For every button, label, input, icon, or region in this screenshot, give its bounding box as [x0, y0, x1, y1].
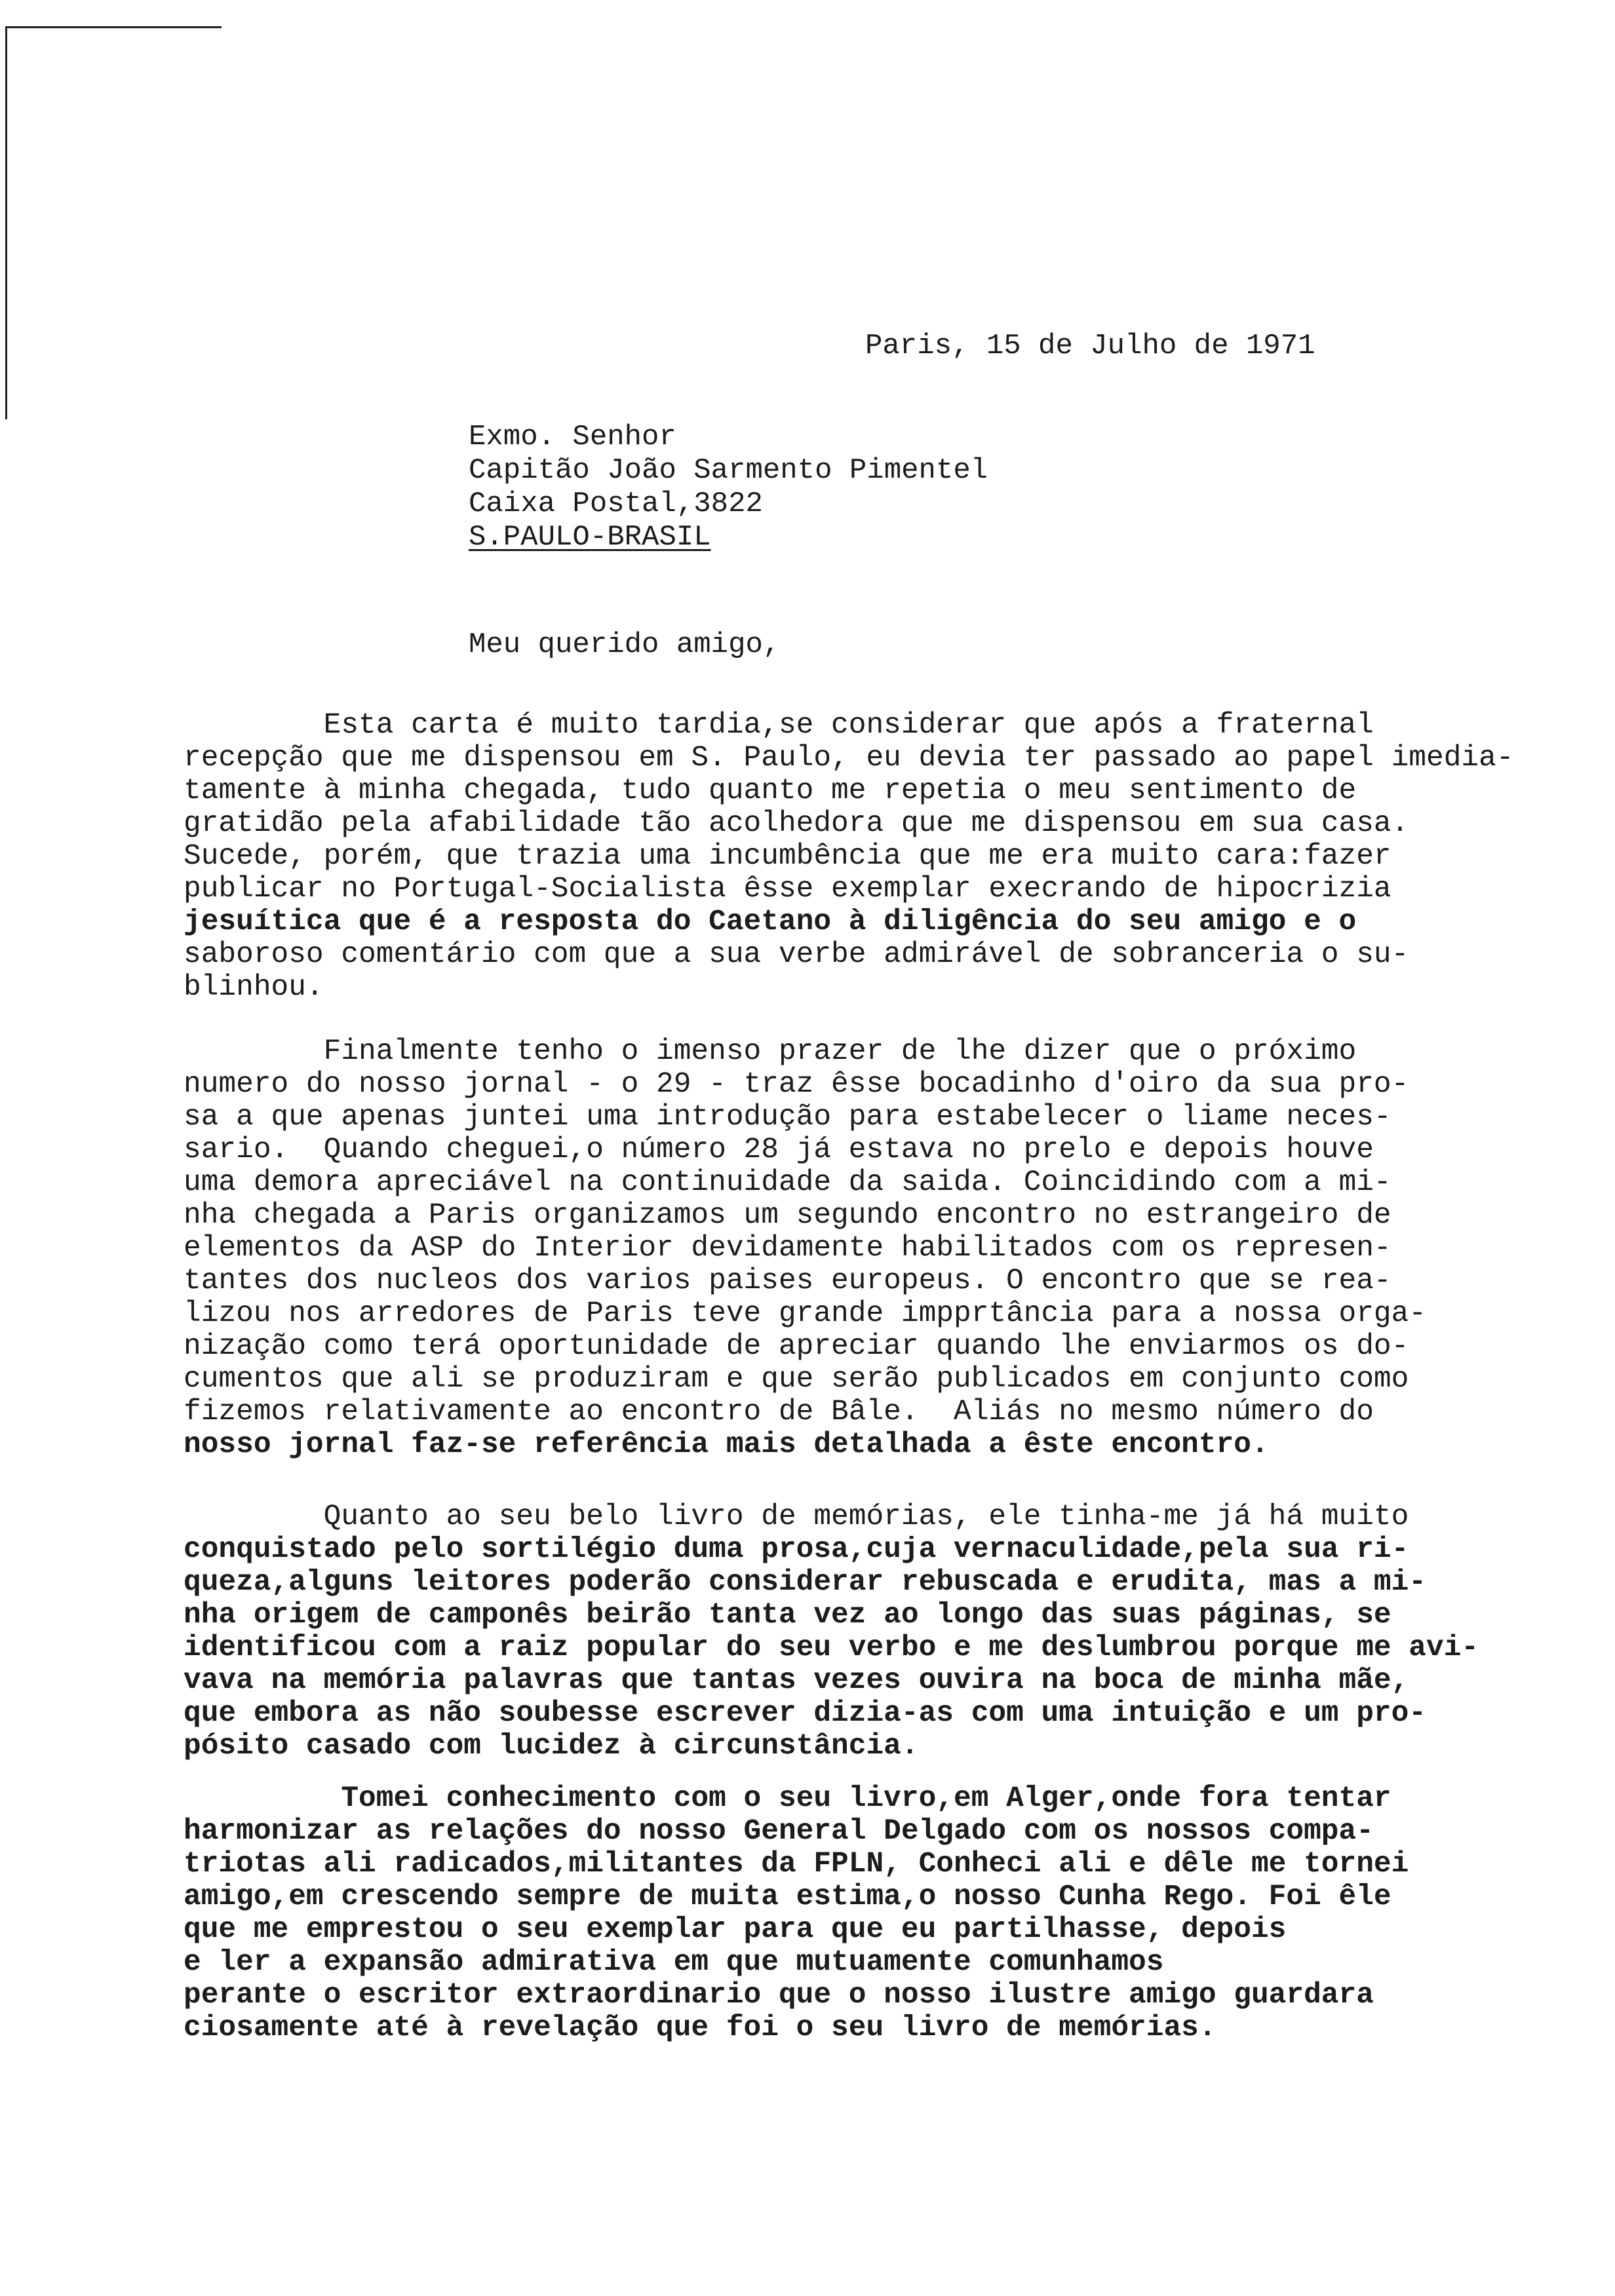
- recipient-address: [469, 421, 988, 554]
- text-line: saboroso comentário com que a sua verbe admirável de sobranceria o su-: [184, 938, 1409, 971]
- text-line: nha chegada a Paris organizamos um segundo encontro no estrangeiro de: [184, 1199, 1391, 1232]
- recipient-line: S.PAULO-BRASIL: [469, 521, 711, 554]
- letter-date: Paris, 15 de Julho de 1971: [865, 330, 1315, 362]
- text-line: tamente à minha chegada, tudo quanto me repetia o meu sentimento de: [184, 775, 1357, 807]
- body-paragraph-3: [184, 1501, 1534, 1763]
- text-line: que embora as não soubesse escrever dizia-as com uma intuição e um pro-: [184, 1697, 1427, 1730]
- text-line: Quanto ao seu belo livro de memórias, ele tinha-me já há muito: [184, 1501, 1409, 1533]
- text-line: numero do nosso jornal - o 29 - traz êsse bocadinho d'oiro da sua pro-: [184, 1068, 1409, 1101]
- text-line: conquistado pelo sortilégio duma prosa,cuja vernaculidade,pela sua ri-: [184, 1533, 1409, 1566]
- text-line: tantes dos nucleos dos varios paises europeus. O encontro que se rea-: [184, 1265, 1391, 1297]
- text-line: fizemos relativamente ao encontro de Bâle. Aliás no mesmo número do: [184, 1396, 1374, 1428]
- text-line: Esta carta é muito tardia,se considerar que após a fraternal: [184, 709, 1374, 742]
- text-line: ciosamente até à revelação que foi o seu livro de memórias.: [184, 2012, 1216, 2044]
- text-line: que me emprestou o seu exemplar para que eu partilhasse, depois: [184, 1913, 1287, 1946]
- text-line: perante o escritor extraordinario que o nosso ilustre amigo guardara: [184, 1979, 1374, 2012]
- text-line: lizou nos arredores de Paris teve grande impprtância para a nossa orga-: [184, 1297, 1427, 1330]
- text-line: e ler a expansão admirativa em que mutuamente comunhamos: [184, 1946, 1164, 1979]
- text-line: nosso jornal faz-se referência mais detalhada a êste encontro.: [184, 1428, 1269, 1461]
- text-line: Finalmente tenho o imenso prazer de lhe dizer que o próximo: [184, 1035, 1357, 1068]
- text-line: nização como terá oportunidade de apreciar quando lhe enviarmos os do-: [184, 1330, 1409, 1363]
- text-line: triotas ali radicados,militantes da FPLN, Conheci ali e dêle me tornei: [184, 1848, 1409, 1881]
- body-paragraph-1: [184, 709, 1534, 1004]
- text-line: Sucede, porém, que trazia uma incumbência que me era muito cara:fazer: [184, 840, 1391, 873]
- text-line: jesuítica que é a resposta do Caetano à diligência do seu amigo e o: [184, 906, 1357, 938]
- text-line: nha origem de camponês beirão tanta vez ao longo das suas páginas, se: [184, 1599, 1391, 1632]
- text-line: recepção que me dispensou em S. Paulo, eu devia ter passado ao papel imedia-: [184, 742, 1514, 775]
- text-line: gratidão pela afabilidade tão acolhedora que me dispensou em sua casa.: [184, 807, 1409, 840]
- text-line: cumentos que ali se produziram e que serão publicados em conjunto como: [184, 1363, 1409, 1396]
- page-edge-line: [5, 26, 7, 419]
- recipient-line: Caixa Postal,3822: [469, 488, 763, 520]
- text-line: pósito casado com lucidez à circunstância.: [184, 1730, 919, 1763]
- salutation: Meu querido amigo,: [469, 628, 781, 661]
- recipient-line: Exmo. Senhor: [469, 421, 676, 453]
- text-line: amigo,em crescendo sempre de muita estima,o nosso Cunha Rego. Foi êle: [184, 1881, 1391, 1913]
- text-line: queza,alguns leitores poderão considerar rebuscada e erudita, mas a mi-: [184, 1566, 1427, 1599]
- body-paragraph-4: [184, 1782, 1534, 2044]
- body-paragraph-2: [184, 1035, 1534, 1461]
- text-line: vava na memória palavras que tantas vezes ouvira na boca de minha mãe,: [184, 1664, 1409, 1697]
- text-line: identificou com a raiz popular do seu verbo e me deslumbrou porque me avi-: [184, 1632, 1479, 1664]
- text-line: uma demora apreciável na continuidade da saida. Coincidindo com a mi-: [184, 1166, 1391, 1199]
- text-line: blinhou.: [184, 971, 324, 1004]
- text-line: harmonizar as relações do nosso General Delgado com os nossos compa-: [184, 1815, 1374, 1848]
- text-line: publicar no Portugal-Socialista êsse exemplar execrando de hipocrizia: [184, 873, 1391, 906]
- text-line: sa a que apenas juntei uma introdução para estabelecer o liame neces-: [184, 1101, 1391, 1134]
- text-line: sario. Quando cheguei,o número 28 já estava no prelo e depois houve: [184, 1134, 1374, 1166]
- text-line: elementos da ASP do Interior devidamente habilitados com os represen-: [184, 1232, 1391, 1265]
- text-line: Tomei conhecimento com o seu livro,em Alger,onde fora tentar: [184, 1782, 1391, 1815]
- page-edge-line: [5, 26, 222, 28]
- recipient-line: Capitão João Sarmento Pimentel: [469, 454, 988, 487]
